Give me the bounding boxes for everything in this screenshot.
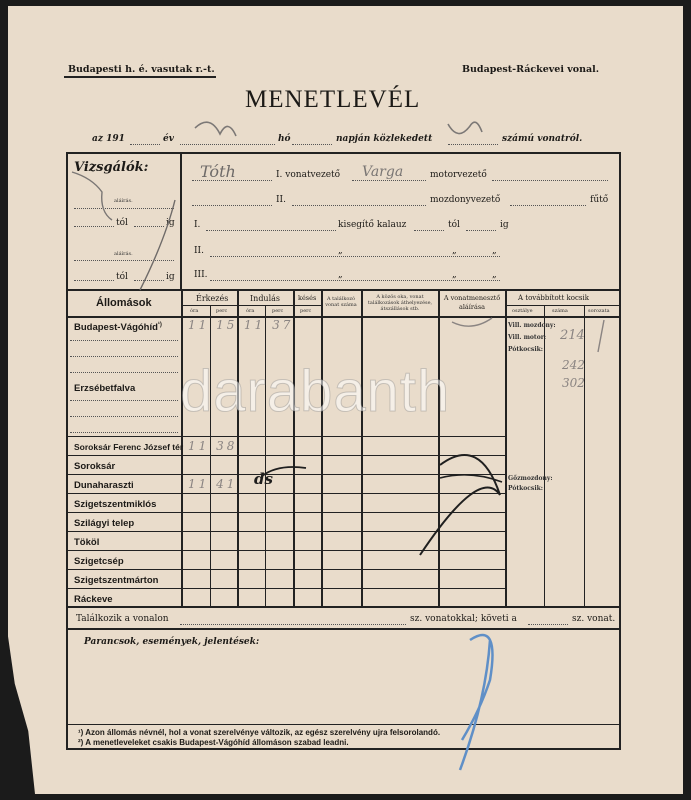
station-szigetszentmarton: Szigetszentmárton: [74, 575, 159, 586]
station-budapest-vagohid: Budapest-Vágóhíd$^{^1)}$: [74, 322, 162, 334]
station-szilagyi-telep: Szilágyi telep: [74, 518, 135, 529]
hw-cars-3: 302: [562, 376, 585, 390]
hw-crew-name: Tóth: [200, 162, 236, 181]
kisegito-label: kisegítő kalauz: [338, 220, 407, 230]
futo-label: fűtő: [590, 195, 609, 205]
station-soroksar-fj: Soroksár Ferenc József tér: [74, 442, 184, 452]
vizsgalok-label: Vizsgálók:: [74, 160, 149, 175]
date-ev: év: [163, 134, 174, 144]
i-label: I.: [194, 220, 201, 230]
potkocsik-label: Pótkocsik:: [508, 346, 543, 353]
footnote-2: ²) A menetleveleket csakis Budapest-Vágóhíd állomáson szabad leadni.: [78, 738, 349, 747]
station-szigetszentmiklos: Szigetszentmiklós: [74, 499, 157, 510]
mozdonyvezeto-label: mozdonyvezető: [430, 195, 501, 205]
szama-header: száma: [552, 308, 568, 314]
ditto-6: „: [492, 270, 497, 280]
ig-label-2: ig: [166, 272, 175, 282]
ditto-2: „: [452, 246, 457, 256]
motorvezeto-label: motorvezető: [430, 170, 487, 180]
station-erzsebetfalva: Erzsébetfalva: [74, 383, 136, 394]
watermark: darabanth: [180, 359, 451, 424]
ora-2: óra: [246, 308, 255, 314]
date-szamu: számú vonatról.: [502, 134, 583, 144]
iii-label: III.: [194, 270, 208, 280]
allomasok-header: Állomások: [96, 297, 152, 309]
tol-label-1: tól: [116, 218, 128, 228]
document-title: MENETLEVÉL: [245, 86, 421, 113]
tovabbitott-header: A továbbított kocsik: [518, 294, 589, 302]
talalkozik-label: Találkozik a vonalon: [76, 614, 169, 624]
keses-header: késés: [298, 294, 317, 302]
sz-vonat-label: sz. vonat.: [572, 614, 616, 624]
station-szigetcsep: Szigetcsép: [74, 556, 124, 567]
footnote-1: ¹) Azon állomás névnél, hol a vonat szerelvénye változik, az egész szerelvény ujra felsorolandó.: [78, 728, 441, 737]
tol-label-2: tól: [116, 272, 128, 282]
perc-1: perc: [216, 308, 228, 314]
station-dunaharaszti: Dunaharaszti: [74, 480, 134, 491]
osztaly-header: osztálye: [512, 308, 533, 314]
ditto-5: „: [452, 270, 457, 280]
ig-label-1: ig: [166, 218, 175, 228]
erkezes-header: Érkezés: [196, 294, 229, 303]
ditto-4: „: [338, 270, 343, 280]
hw-cars-1: 214: [560, 328, 585, 343]
station-soroksar: Soroksár: [74, 461, 116, 472]
hw-time-3: 11 38: [188, 439, 238, 453]
hw-time-2: 11 37: [244, 318, 294, 332]
company-name: Budapesti h. é. vasutak r.-t.: [68, 64, 215, 75]
date-napjon: napján közlekedett: [336, 134, 433, 144]
tol-label-3: tól: [448, 220, 460, 230]
orders-label: Parancsok, események, jelentések:: [84, 637, 260, 647]
blue-pencil-mark: [460, 635, 493, 770]
ora-1: óra: [190, 308, 199, 314]
hw-motor-name: Varga: [362, 164, 404, 180]
indulas-header: Indulás: [250, 294, 281, 303]
station-tokol: Tököl: [74, 537, 100, 548]
vill-mozdony-label: Vill. mozdony:: [508, 322, 556, 329]
ditto-1: „: [338, 246, 343, 256]
ii-label-b: II.: [194, 246, 204, 256]
alairas-label-1: aláírás.: [114, 198, 133, 204]
vonatvezeto-label: I. vonatvezető: [276, 170, 341, 180]
vonatmenesztő-header: A vonatmenesztő aláírása: [443, 294, 501, 311]
gozmozdony-label: Gőzmozdony:: [508, 475, 553, 482]
ii-label: II.: [276, 195, 286, 205]
ditto-3: „: [492, 246, 497, 256]
perc-3: perc: [300, 308, 312, 314]
signature-stroke: [420, 455, 500, 555]
date-ho: hó: [278, 134, 291, 144]
kozos-header: A közös oka, vonat találkozások áthelyezése, átszállások stb.: [367, 294, 433, 312]
hw-cars-2: 242: [562, 358, 585, 372]
ig-label-3: ig: [500, 220, 509, 230]
hw-time-4: 11 41: [188, 477, 238, 491]
sz-vonatokkal-label: sz. vonatokkal; követi a: [410, 614, 517, 624]
date-year: az 191: [92, 134, 125, 144]
perc-2: perc: [272, 308, 284, 314]
hw-mark: ds: [254, 470, 273, 488]
station-rackeve: Ráckeve: [74, 594, 113, 605]
alairas-label-2: aláírás.: [114, 251, 133, 257]
vill-motor-label: Vill. motor:: [508, 334, 547, 341]
potkocsik-label-2: Pótkocsik:: [508, 485, 543, 492]
line-name: Budapest-Ráckevei vonal.: [462, 64, 600, 75]
hw-time-1: 11 15: [188, 318, 238, 332]
sorozata-header: sorozata: [588, 308, 610, 314]
talalkozo-header: A találkozó vonat száma: [325, 296, 357, 308]
